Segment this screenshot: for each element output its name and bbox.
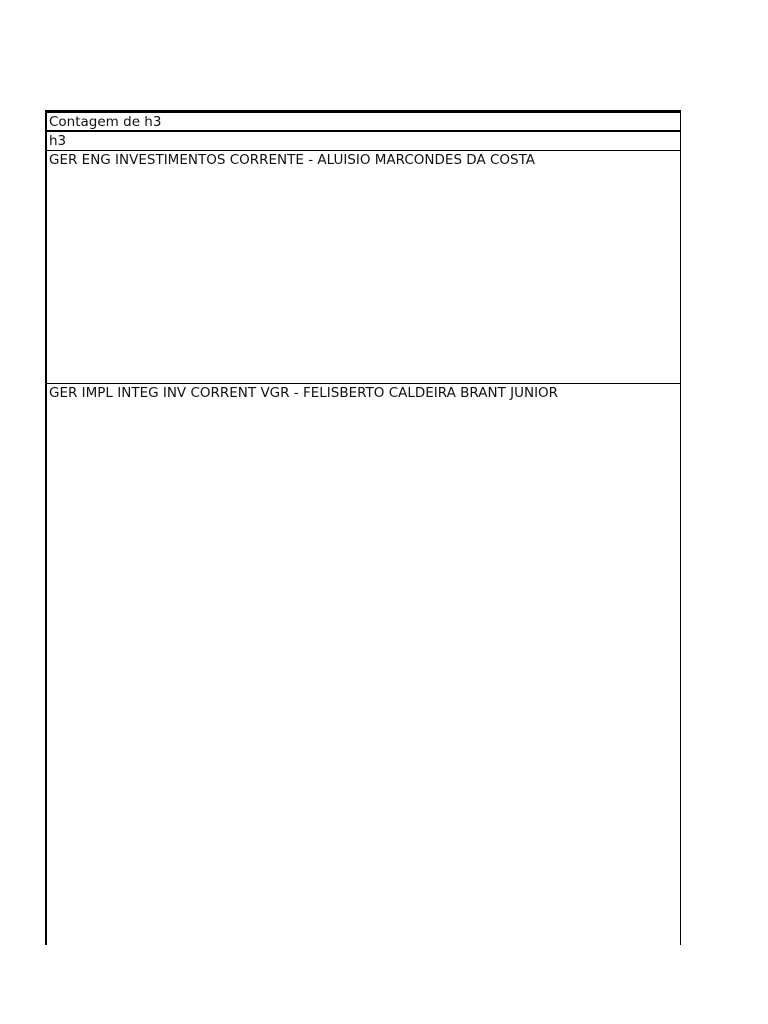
pivot-table: [45, 110, 681, 945]
field-header-cell[interactable]: [47, 132, 680, 151]
row-label: GER ENG INVESTIMENTOS CORRENTE - ALUISIO MARCONDES DA COSTA: [49, 152, 536, 168]
pivot-title-cell[interactable]: [47, 113, 680, 132]
pivot-title: Contagem de h3: [49, 114, 162, 130]
field-header: h3: [49, 133, 67, 149]
row-label: GER IMPL INTEG INV CORRENT VGR - FELISBERTO CALDEIRA BRANT JUNIOR: [49, 385, 559, 401]
table-row[interactable]: [47, 384, 680, 944]
table-row[interactable]: [47, 151, 680, 384]
